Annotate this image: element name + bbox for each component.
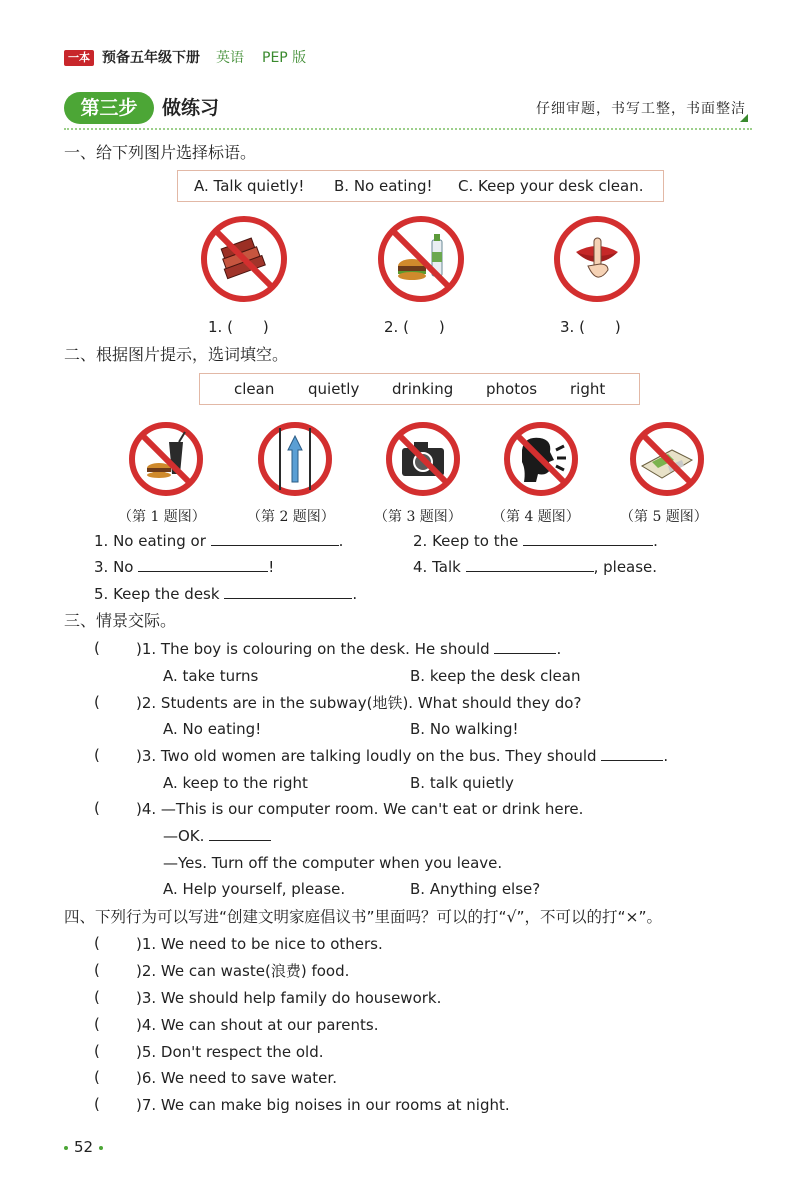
part2-q3 <box>94 556 274 578</box>
part3-q3-end: . <box>663 747 669 765</box>
part3-q4-option-a: A. Help yourself, please. <box>163 880 346 898</box>
word-clean: clean <box>234 380 275 398</box>
part4-item-4: )4. We can shout at our parents. <box>136 1016 379 1034</box>
part2-q1-end: . <box>338 532 344 550</box>
part4-item-6: )6. We need to save water. <box>136 1069 337 1087</box>
part2-q3-text: 3. No <box>94 558 134 576</box>
part2-q4-blank[interactable] <box>466 558 594 572</box>
part4-item6-paren: ( <box>94 1068 100 1086</box>
part3-q2-open-paren: ( <box>94 693 100 711</box>
quiet-sign-icon <box>552 214 642 304</box>
part1-option-b: B. No eating! <box>334 177 433 195</box>
step-badge: 第三步 <box>64 92 154 124</box>
page-dot-left-icon <box>64 1146 68 1150</box>
part3-q1-open-paren: ( <box>94 639 100 657</box>
part4-item4-paren: ( <box>94 1015 100 1033</box>
part2-q5-text: 5. Keep the desk <box>94 585 220 603</box>
part2-title: 二、根据图片提示，选词填空。 <box>64 345 289 364</box>
part3-q4-line2 <box>163 825 271 847</box>
no-eating-sign-icon <box>376 214 466 304</box>
no-books-sign-icon <box>199 214 289 304</box>
no-photos-sign-icon <box>384 420 462 498</box>
part2-q4 <box>413 556 657 578</box>
part3-q2-option-b: B. No walking! <box>410 720 519 738</box>
part3-q3 <box>136 745 668 767</box>
part2-q2 <box>413 530 658 552</box>
part3-q1-blank[interactable] <box>494 640 556 654</box>
part3-q1-text: )1. The boy is colouring on the desk. He should <box>136 640 490 658</box>
part1-answer-3: 3. ( ) <box>560 318 621 336</box>
part3-title: 三、情景交际。 <box>64 611 177 630</box>
part2-q3-end: ! <box>268 558 275 576</box>
corner-triangle-icon <box>740 114 748 122</box>
part3-q3-open-paren: ( <box>94 746 100 764</box>
book-title: 预备五年级下册 <box>102 50 200 66</box>
part2-q1 <box>94 530 343 552</box>
banner-divider <box>64 128 752 130</box>
word-right: right <box>570 380 606 398</box>
part3-q2-option-a: A. No eating! <box>163 720 262 738</box>
caption-5: （第 5 题图） <box>620 509 708 525</box>
part2-wordbank <box>199 373 640 405</box>
no-litter-desk-sign-icon <box>628 420 706 498</box>
part3-q3-text: )3. Two old women are talking loudly on the bus. They should <box>136 747 597 765</box>
part3-q3-option-a: A. keep to the right <box>163 774 308 792</box>
version-label: PEP 版 <box>262 50 307 66</box>
part3-q4: )4. —This is our computer room. We can't eat or drink here. <box>136 800 584 818</box>
word-photos: photos <box>486 380 538 398</box>
part3-q4-blank[interactable] <box>209 827 271 841</box>
caption-4: （第 4 题图） <box>492 509 580 525</box>
no-food-drink-sign-icon <box>127 420 205 498</box>
part4-item-5: )5. Don't respect the old. <box>136 1043 324 1061</box>
part3-q1-option-b: B. keep the desk clean <box>410 667 581 685</box>
page-number-text: 52 <box>74 1138 94 1156</box>
part3-q4-open-paren: ( <box>94 799 100 817</box>
word-quietly: quietly <box>308 380 360 398</box>
part4-item3-paren: ( <box>94 988 100 1006</box>
part4-item5-paren: ( <box>94 1042 100 1060</box>
part1-option-a: A. Talk quietly! <box>194 177 305 195</box>
part2-q2-text: 2. Keep to the <box>413 532 519 550</box>
part4-title: 四、下列行为可以写进“创建文明家庭倡议书”里面吗？可以的打“√”，不可以的打“×”。 <box>64 908 663 926</box>
part4-item-3: )3. We should help family do housework. <box>136 989 442 1007</box>
keep-right-sign-icon <box>256 420 334 498</box>
publisher-logo: 一本 <box>64 50 94 66</box>
part1-option-c: C. Keep your desk clean. <box>458 177 644 195</box>
part3-q1 <box>136 638 561 660</box>
part2-q5-blank[interactable] <box>224 585 352 599</box>
part4-item1-paren: ( <box>94 934 100 952</box>
part2-q2-end: . <box>653 532 658 550</box>
page-number <box>64 1138 109 1156</box>
subject-label: 英语 <box>216 50 244 66</box>
part3-q4-option-b: B. Anything else? <box>410 880 541 898</box>
part2-q4-text: 4. Talk <box>413 558 461 576</box>
section-motto: 仔细审题，书写工整，书面整洁 <box>536 101 746 117</box>
part3-q3-blank[interactable] <box>601 747 663 761</box>
part4-item-2: )2. We can waste(浪费) food. <box>136 962 350 980</box>
part4-item-7: )7. We can make big noises in our rooms at night. <box>136 1096 510 1114</box>
part1-title: 一、给下列图片选择标语。 <box>64 143 257 162</box>
part2-q5-end: . <box>352 585 358 603</box>
part2-q2-blank[interactable] <box>523 532 653 546</box>
part3-q4-line3: —Yes. Turn off the computer when you leave. <box>163 854 503 872</box>
part3-q2: )2. Students are in the subway(地铁). What should they do? <box>136 694 582 712</box>
part3-q4-line2-text: —OK. <box>163 827 205 845</box>
part3-q1-end: . <box>556 640 562 658</box>
part4-item-1: )1. We need to be nice to others. <box>136 935 383 953</box>
caption-1: （第 1 题图） <box>118 509 206 525</box>
part2-q4-end: , please. <box>593 558 658 576</box>
part1-options-box <box>177 170 664 202</box>
part1-answer-1: 1. ( ) <box>208 318 269 336</box>
part2-q1-text: 1. No eating or <box>94 532 206 550</box>
page-dot-right-icon <box>99 1146 103 1150</box>
part2-q5 <box>94 583 357 605</box>
part4-item7-paren: ( <box>94 1095 100 1113</box>
part2-q3-blank[interactable] <box>138 558 268 572</box>
section-title: 做练习 <box>162 97 220 119</box>
part4-item2-paren: ( <box>94 961 100 979</box>
part1-answer-2: 2. ( ) <box>384 318 445 336</box>
part3-q1-option-a: A. take turns <box>163 667 259 685</box>
part3-q3-option-b: B. talk quietly <box>410 774 514 792</box>
caption-3: （第 3 题图） <box>374 509 462 525</box>
caption-2: （第 2 题图） <box>247 509 335 525</box>
word-drinking: drinking <box>392 380 454 398</box>
part2-q1-blank[interactable] <box>211 532 339 546</box>
no-shouting-sign-icon <box>502 420 580 498</box>
